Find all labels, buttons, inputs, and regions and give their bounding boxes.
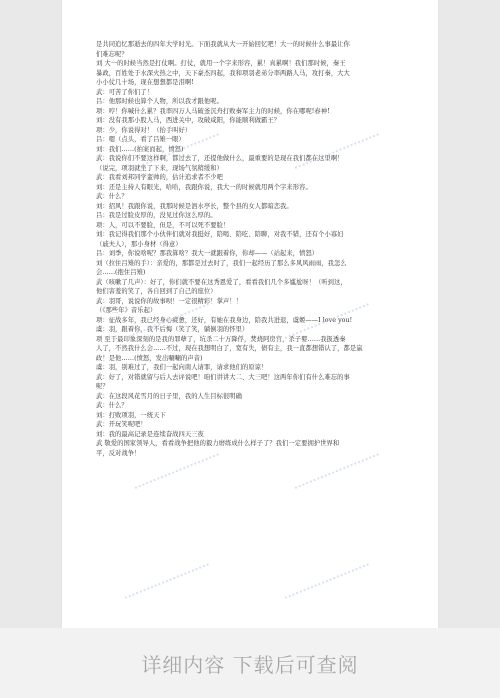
- text-line: 武：开玩笑呢吧！: [96, 421, 147, 428]
- text-line: 武：在这段风花雪月的日子里，我的人生目标很明确: [96, 392, 242, 400]
- text-line: 呢？: [96, 383, 109, 390]
- text-line: 政！是他……(愤怒，发出唰唰的声音): [96, 354, 203, 362]
- document-body: [96, 40, 418, 458]
- text-line: （说完，项羽就坐了下来，现场气氛稍缓和）: [96, 164, 223, 172]
- text-line: 吕：他那时候也算个人物，所以我才跟他呢。: [96, 98, 223, 105]
- text-line: 暴政，百姓处于水深火热之中，天下豪杰四起，我和项羽老弟分率两路人马，攻打秦，大大: [96, 69, 350, 77]
- text-line: 项：少，你说得对！（抬手叫好）: [96, 126, 192, 134]
- text-line: 他们害羞的笑了，各自回到了自己的座位）: [96, 288, 217, 295]
- text-line: 武：羽哥，说说你的故事呗！一定很精彩！掌声！！: [96, 297, 242, 305]
- watermark-mark: [285, 563, 370, 599]
- text-line: 项：征战多年，我已经身心疲惫，还好，有她在我身边，陪我共进退，虞姬——I love you!: [96, 316, 353, 324]
- text-line: 武：我说你们不要这样啊，都过去了，还提他做什么，最重要的是现在我们都在这里啊！: [96, 155, 344, 162]
- watermark-mark: [295, 453, 380, 489]
- text-line: 武：什么？: [96, 193, 128, 200]
- text-line: 吕：刘季，你说啥呢？那我算啥？我大一就跟着你，你却——（站起来，愤怒）: [96, 250, 319, 257]
- text-line: 吕：嗯（点头，看了吕雉一眼）: [96, 136, 185, 143]
- text-line: 是共同追忆那逝去的四年大学时光。下面我就从大一开始回忆吧！大一的时候什么事最让你: [96, 41, 350, 48]
- text-line: 刘：招风！我跟你说，我那时候是泗水亭长，整个县的女人都暗恋我。: [96, 202, 293, 210]
- text-line: 武：可苦了你们了！: [96, 88, 154, 96]
- text-line: 刘（拉住吕雉的手）：亲爱的，那都是过去时了，我们一起经历了那么多风风雨雨，我怎么: [96, 259, 347, 267]
- text-line: 刘：我的最高记录是连续奋战四天三夜: [96, 430, 204, 438]
- text-line: 虞：羽，跟着你，我不后悔（笑了笑，躺倒羽的怀里）: [96, 326, 249, 333]
- text-line: 武（咳嗽了几声）：好了，你们就不要在这秀恩爱了，看看我们几个多尴尬呀！（听到这，: [96, 278, 347, 286]
- text-line: （戚夫人），那小身材（得意）: [96, 240, 182, 248]
- text-line: 们难忘呢？: [96, 50, 128, 58]
- text-line: 平，反对战争！: [96, 449, 141, 457]
- text-line: 虞：羽，别难过了，我们一起向南人请罪，请求他们的原谅！: [96, 364, 268, 371]
- text-line: 项 至于最印象深刻的是我的罪孽了，坑杀二十万降俘，焚烧阿房宫，杀子婴……我扱透秦: [96, 335, 346, 343]
- text-line: 人了，不然我什么会……不过，现在我想明白了，宽有失，债有主，我一直都想错认了，都是嬴: [96, 345, 363, 352]
- text-line: 刘：没有我那小股人马，西进关中，攻破咸阳，你能顺利做霸王？: [96, 117, 281, 124]
- text-line: 吕：我是过脸皮厚的，没见过你这么厚的。: [96, 212, 217, 219]
- text-line: 会……(抱住吕雉): [96, 269, 146, 276]
- text-line: 武 敬爱的国家领导人，看看战争把他的毅力磨练成什么样子了？我们一定要拥护世界和: [96, 440, 340, 447]
- text-line: 武：好了，对错就留与后人去评说吧！咱们讲讲大二、大三吧！这两年你们有什么难忘的事: [96, 373, 350, 381]
- text-line: 刘：还是主持人有眼光，哈哈，我跟你说，我大一的时候就用两个字来形容。: [96, 183, 312, 191]
- text-line: 刘：我记得我们那个小伙伴们就对我挺好，陪喝、陪吃、陪聊，对我不错，还有个小寡妇: [96, 231, 344, 238]
- text-line: 项：人，可以不要脸，但是，不可以死不要脸！: [96, 221, 230, 229]
- text-line: （《那些年》音乐起）: [96, 307, 157, 314]
- text-line: 武：什么？: [96, 402, 128, 409]
- document-page: [62, 0, 438, 628]
- text-line: 刘：打败项羽，一统天下: [96, 411, 166, 419]
- download-banner[interactable]: [0, 628, 500, 698]
- watermark-mark: [135, 453, 220, 489]
- text-line: 刘：我们……(拍案而起，愤怒): [96, 145, 184, 153]
- text-line: 刘 大一的时候当然是打仗啊。打仗，就用一个字来形容，累！真累啊！我们那时候，秦王: [96, 60, 346, 67]
- text-line: 武：我看刘邦同学蛮帅的，估计追求者不少吧: [96, 174, 223, 181]
- download-banner-label: 详细内容 下载后可查阅: [141, 652, 359, 677]
- watermark-mark: [125, 563, 210, 599]
- text-line: 项：哼！你喊什么累？我率四万人马破釜沉舟打败秦军主力的时候，你在哪呢!舂神!: [96, 107, 330, 115]
- text-line: 小小仗几十场，现在想想都是泪啊!: [96, 79, 194, 86]
